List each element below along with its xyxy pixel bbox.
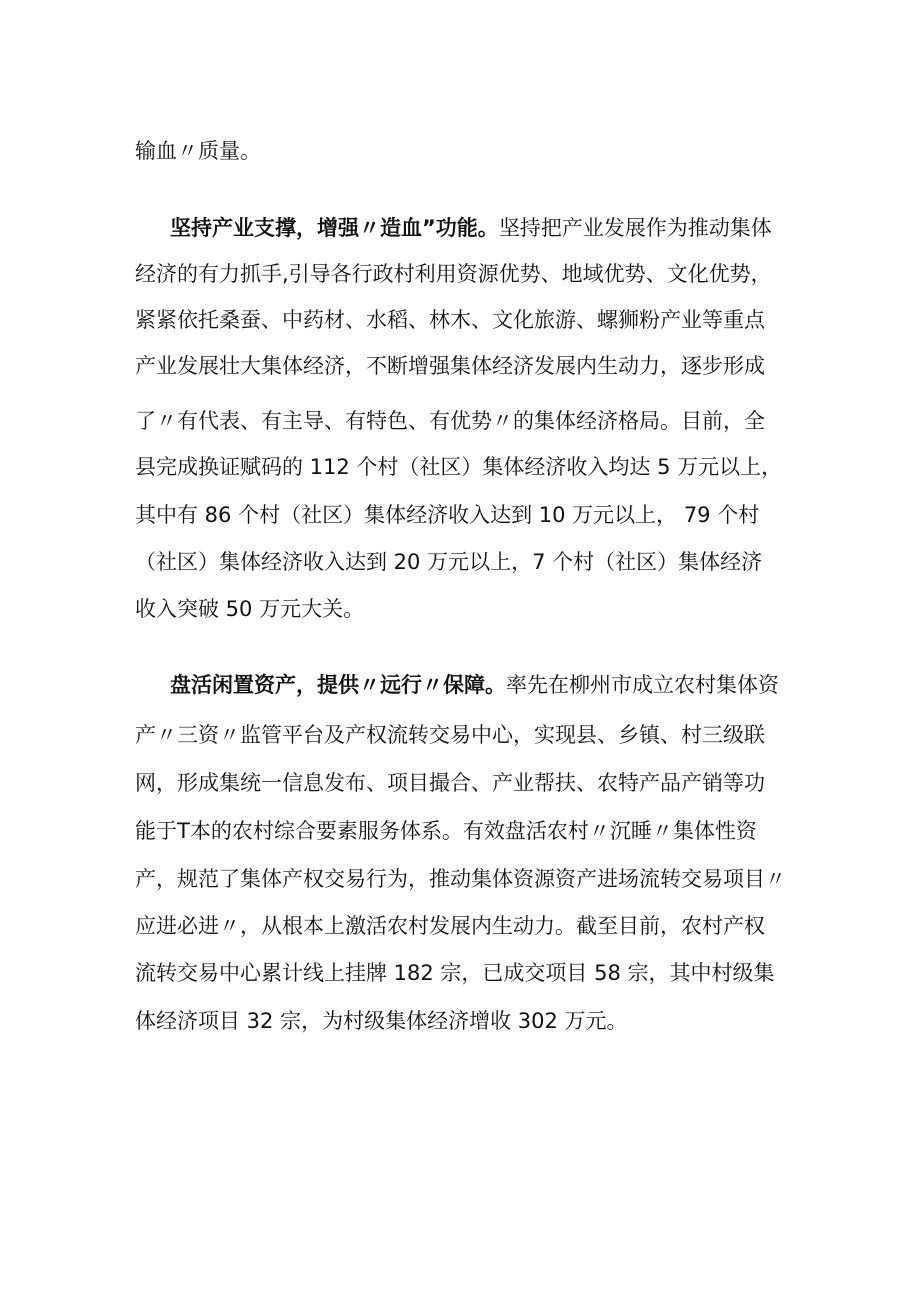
- paragraph-1-line-5: 了〃有代表、有主导、有特色、有优势〃的集体经济格局。目前，全: [135, 409, 765, 433]
- paragraph-1-line-6: 县完成换证赋码的 112 个村（社区）集体经济收入均达 5 万元以上，: [135, 455, 783, 479]
- paragraph-2-line-8: 体经济项目 32 宗，为村级集体经济增收 302 万元。: [135, 1009, 628, 1033]
- paragraph-2-first-line: [170, 662, 805, 708]
- paragraph-2-line-1: 率先在柳州市成立农村集体资: [506, 673, 779, 697]
- paragraph-2-line-4: 能于T本的农村综合要素服务体系。有效盘活农村〃沉睡〃集体性资: [135, 819, 757, 843]
- opening-line: 输血〃质量。: [135, 139, 261, 163]
- paragraph-1-line-1: 坚持把产业发展作为推动集体: [498, 216, 772, 240]
- paragraph-1-line-8: （社区）集体经济收入达到 20 万元以上，7 个村（社区）集体经济: [135, 550, 763, 574]
- paragraph-1-line-9: 收入突破 50 万元大关。: [135, 597, 365, 621]
- paragraph-1-line-2: 经济的有力抓手,引导各行政村利用资源优势、地域优势、文化优势，: [135, 262, 772, 286]
- paragraph-2-line-7: 流转交易中心累计线上挂牌 182 宗，已成交项目 58 宗，其中村级集: [135, 961, 775, 985]
- paragraph-1-line-7: 其中有 86 个村（社区）集体经济收入达到 10 万元以上， 79 个村: [135, 503, 760, 527]
- paragraph-2-heading: 盘活闲置资产，提供〃远行〃保障。: [170, 673, 506, 697]
- paragraph-1-first-line: [170, 205, 805, 251]
- paragraph-1-heading: 坚持产业支撑，增强〃造血”功能。: [170, 216, 499, 240]
- paragraph-2-line-6: 应进必进〃，从根本上激活农村发展内生动力。截至目前，农村产权: [135, 914, 765, 938]
- paragraph-1-line-3: 紧紧依托桑蚕、中药材、水稻、林木、文化旅游、螺狮粉产业等重点: [135, 308, 765, 332]
- paragraph-2-line-5: 产，规范了集体产权交易行为，推动集体资源资产进场流转交易项目〃: [135, 867, 786, 891]
- paragraph-2-line-2: 产〃三资〃监管平台及产权流转交易中心，实现县、乡镇、村三级联: [135, 723, 765, 747]
- paragraph-1-line-4: 产业发展壮大集体经济，不断增强集体经济发展内生动力，逐步形成: [135, 354, 765, 378]
- paragraph-2-line-3: 网，形成集统一信息发布、项目撮合、产业帮扶、农特产品产销等功: [135, 771, 765, 795]
